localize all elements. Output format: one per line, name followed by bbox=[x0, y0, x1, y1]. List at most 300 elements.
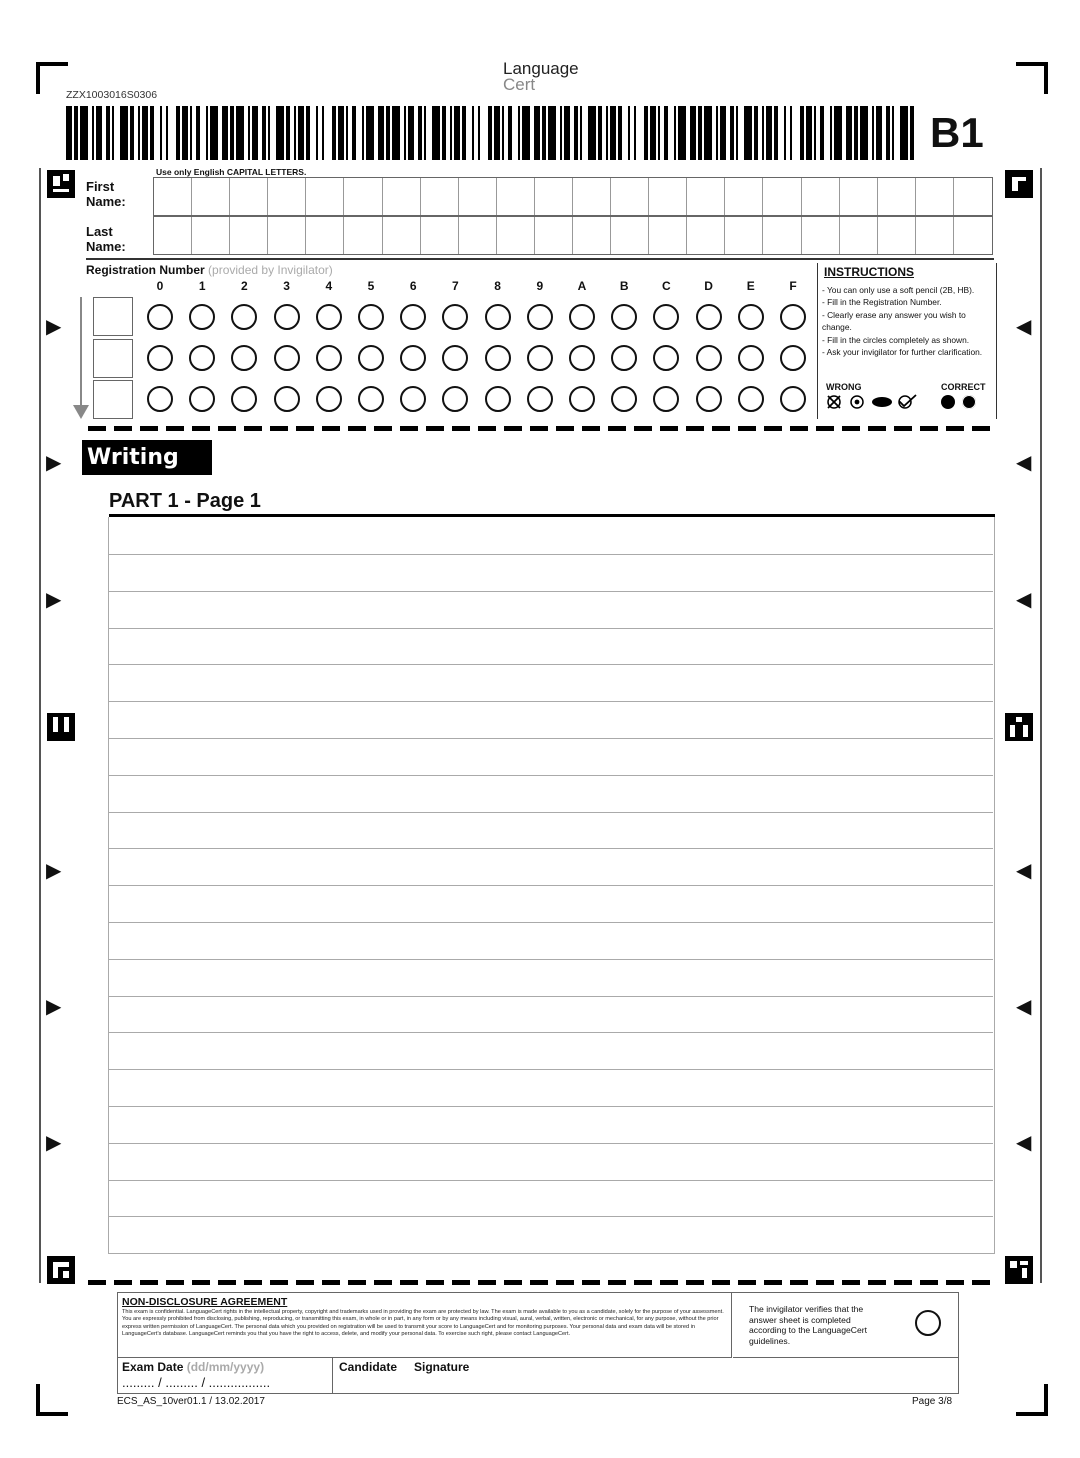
writing-line bbox=[109, 885, 993, 886]
invigilator-verify-bubble[interactable] bbox=[915, 1310, 941, 1336]
logo bbox=[503, 61, 579, 93]
registration-column-header: E bbox=[746, 279, 755, 293]
first-name-letter-box[interactable] bbox=[573, 178, 611, 215]
crop-mark-bottom-right bbox=[1016, 1384, 1048, 1416]
separator-dash bbox=[738, 1280, 756, 1285]
registration-column-header: A bbox=[577, 279, 587, 293]
barcode-bar bbox=[332, 106, 336, 160]
barcode-bar bbox=[96, 106, 102, 160]
exam-date-label: Exam Date bbox=[122, 1360, 184, 1374]
barcode-bar bbox=[346, 106, 348, 160]
registration-column-header: 0 bbox=[156, 279, 164, 293]
registration-digit-box-1[interactable] bbox=[93, 297, 133, 336]
barcode-bar bbox=[784, 106, 786, 160]
instruction-item: - Fill in the Registration Number. bbox=[822, 297, 942, 308]
barcode-bar bbox=[644, 106, 648, 160]
registration-bubble[interactable] bbox=[442, 386, 468, 412]
barcode-bar bbox=[494, 106, 500, 160]
registration-bubble[interactable] bbox=[316, 386, 342, 412]
separator-dash bbox=[946, 426, 964, 431]
first-name-letter-box[interactable] bbox=[268, 178, 306, 215]
barcode-bar bbox=[508, 106, 512, 160]
page-number: Page 3/8 bbox=[912, 1396, 953, 1407]
registration-hint: (provided by Invigilator) bbox=[208, 263, 333, 277]
separator-dash bbox=[374, 1280, 392, 1285]
separator-dash bbox=[400, 426, 418, 431]
barcode-bar bbox=[236, 106, 244, 160]
barcode-bar bbox=[418, 106, 422, 160]
registration-bubble[interactable] bbox=[400, 386, 426, 412]
barcode-bar bbox=[142, 106, 148, 160]
level-badge: B1 bbox=[930, 109, 984, 156]
barcode-bar bbox=[210, 106, 218, 160]
registration-bubble[interactable] bbox=[189, 345, 215, 371]
barcode-bar bbox=[322, 106, 324, 160]
alignment-marker-top-left bbox=[47, 170, 75, 198]
instruction-item: - Fill in the circles completely as shown. bbox=[822, 334, 970, 345]
separator-dash bbox=[738, 426, 756, 431]
first-name-letter-box[interactable] bbox=[611, 178, 649, 215]
separator-dash bbox=[608, 1280, 626, 1285]
first-name-letter-box[interactable] bbox=[383, 178, 421, 215]
barcode-bar bbox=[80, 106, 88, 160]
registration-bubble[interactable] bbox=[442, 304, 468, 330]
last-name-letter-box[interactable] bbox=[954, 217, 992, 254]
last-name-letter-box[interactable] bbox=[649, 217, 687, 254]
separator-dash bbox=[608, 426, 626, 431]
barcode-bar bbox=[478, 106, 480, 160]
separator-dash bbox=[660, 1280, 678, 1285]
last-name-letter-box[interactable] bbox=[459, 217, 497, 254]
registration-bubble[interactable] bbox=[485, 304, 511, 330]
alignment-marker-mid-right bbox=[1005, 713, 1033, 741]
last-name-letter-box[interactable] bbox=[383, 217, 421, 254]
registration-column-header: 4 bbox=[325, 279, 333, 293]
registration-column-header: 6 bbox=[409, 279, 417, 293]
registration-bubble[interactable] bbox=[231, 304, 257, 330]
separator-dash bbox=[634, 1280, 652, 1285]
separator-dash bbox=[868, 1280, 886, 1285]
instructions-panel bbox=[817, 263, 997, 419]
barcode-bar bbox=[130, 106, 134, 160]
writing-line bbox=[109, 812, 993, 813]
separator-dash bbox=[790, 1280, 808, 1285]
barcode-bar bbox=[574, 106, 578, 160]
last-name-letter-box[interactable] bbox=[802, 217, 840, 254]
registration-bubble[interactable] bbox=[358, 304, 384, 330]
separator-dash bbox=[400, 1280, 418, 1285]
registration-column-header: F bbox=[789, 279, 797, 293]
barcode-bar bbox=[442, 106, 446, 160]
barcode-bar bbox=[634, 106, 636, 160]
separator-dash bbox=[218, 426, 236, 431]
separator-dash bbox=[140, 1280, 158, 1285]
instruction-item: - Ask your invigilator for further clarification. bbox=[822, 347, 983, 358]
exam-date-cell[interactable] bbox=[118, 1358, 333, 1393]
separator-dash bbox=[764, 426, 782, 431]
registration-bubble[interactable] bbox=[780, 345, 806, 371]
separator-dash bbox=[426, 1280, 444, 1285]
first-name-letter-box[interactable] bbox=[230, 178, 268, 215]
writing-line bbox=[109, 591, 993, 592]
barcode-bar bbox=[698, 106, 702, 160]
last-name-letter-box[interactable] bbox=[573, 217, 611, 254]
last-name-letter-box[interactable] bbox=[687, 217, 725, 254]
registration-bubble[interactable] bbox=[231, 386, 257, 412]
barcode-bar bbox=[744, 106, 752, 160]
barcode-bar bbox=[166, 106, 168, 160]
barcode-bar bbox=[120, 106, 128, 160]
registration-bubble[interactable] bbox=[400, 345, 426, 371]
separator-dash bbox=[166, 426, 184, 431]
first-name-letter-box[interactable] bbox=[459, 178, 497, 215]
registration-bubble[interactable] bbox=[147, 304, 173, 330]
barcode-bar bbox=[834, 106, 842, 160]
registration-bubble[interactable] bbox=[696, 304, 722, 330]
separator-dash bbox=[114, 1280, 132, 1285]
barcode-bar bbox=[392, 106, 400, 160]
timing-arrow-left-6: ▶ bbox=[46, 1132, 62, 1154]
timing-arrow-right-4: ◀ bbox=[1016, 860, 1032, 882]
separator-dash bbox=[582, 426, 600, 431]
separator-dash bbox=[452, 1280, 470, 1285]
barcode-bar bbox=[678, 106, 686, 160]
separator-dash bbox=[114, 426, 132, 431]
first-name-letter-box[interactable] bbox=[878, 178, 916, 215]
writing-line bbox=[109, 1106, 993, 1107]
writing-line bbox=[109, 1032, 993, 1033]
correct-marks-icon bbox=[940, 394, 980, 410]
separator-dash bbox=[712, 1280, 730, 1285]
wrong-label: WRONG bbox=[826, 382, 862, 392]
registration-bubble[interactable] bbox=[611, 345, 637, 371]
writing-line bbox=[109, 996, 993, 997]
last-name-letter-box[interactable] bbox=[840, 217, 878, 254]
separator-dash bbox=[244, 1280, 262, 1285]
barcode-bar bbox=[206, 106, 208, 160]
barcode-bar bbox=[522, 106, 530, 160]
barcode-bar bbox=[306, 106, 310, 160]
writing-line bbox=[109, 628, 993, 629]
first-name-letter-box[interactable] bbox=[763, 178, 801, 215]
barcode-bar bbox=[766, 106, 772, 160]
separator-dash bbox=[218, 1280, 236, 1285]
registration-bubble[interactable] bbox=[485, 345, 511, 371]
instruction-item: - Clearly erase any answer you wish to change. bbox=[822, 309, 966, 333]
nda-title: NON-DISCLOSURE AGREEMENT bbox=[122, 1296, 288, 1308]
barcode-bar bbox=[762, 106, 764, 160]
crop-mark-bottom-left bbox=[36, 1384, 68, 1416]
nda-text: This exam is confidential. LanguageCert rights in the intellectual property, copyright and trademarks used in providing the exam are protected by law. The exam is made available to you as a candidate, solely for the purpose of your assessment. You are expressly prohibited from disclosing, publishing, reproducing, or transmitting this exam, in whole or in part, in any form or by any means including visual, aural, verbal, written, electronic or mechanical, for any purpose, without the prior express written permission of LanguageCert. The personal data which you provided on registration will be used to transmit your score to LanguageCert and for monitoring purposes. Your personal data and exam data will be stored in LanguageCert's database. LanguageCert reminds you that you have the right to access, delete, and modify your personal data. To exercise such right, please contact LanguageCert. bbox=[122, 1309, 724, 1338]
crop-mark-top-left bbox=[36, 62, 68, 94]
registration-column-header: 8 bbox=[494, 279, 501, 293]
barcode-bar bbox=[366, 106, 374, 160]
separator-dash bbox=[764, 1280, 782, 1285]
registration-digit-box-3[interactable] bbox=[93, 380, 133, 419]
barcode-bar bbox=[854, 106, 858, 160]
barcode-bar bbox=[488, 106, 492, 160]
timing-arrow-right-3: ◀ bbox=[1016, 589, 1032, 611]
barcode-bar bbox=[892, 106, 894, 160]
registration-bubble[interactable] bbox=[611, 386, 637, 412]
registration-bubble[interactable] bbox=[780, 386, 806, 412]
separator-dash bbox=[712, 426, 730, 431]
separator-dash bbox=[660, 426, 678, 431]
invigilator-cell bbox=[733, 1293, 958, 1358]
barcode-bar bbox=[872, 106, 874, 160]
barcode-bar bbox=[790, 106, 792, 160]
writing-line bbox=[109, 1180, 993, 1181]
barcode-bar bbox=[560, 106, 562, 160]
barcode-bar bbox=[112, 106, 114, 160]
registration-bubble[interactable] bbox=[569, 304, 595, 330]
barcode-bar bbox=[92, 106, 94, 160]
barcode-bar bbox=[252, 106, 258, 160]
barcode-bar bbox=[628, 106, 630, 160]
timing-arrow-left-3: ▶ bbox=[46, 589, 62, 611]
registration-bubble[interactable] bbox=[274, 304, 300, 330]
signature-label: Signature bbox=[414, 1360, 470, 1374]
barcode-bar bbox=[800, 106, 804, 160]
timing-arrow-left-2: ▶ bbox=[46, 452, 62, 474]
separator-dash bbox=[348, 1280, 366, 1285]
first-name-letter-box[interactable] bbox=[649, 178, 687, 215]
barcode bbox=[66, 106, 916, 160]
separator-dash bbox=[504, 426, 522, 431]
registration-bubble[interactable] bbox=[358, 386, 384, 412]
registration-bubble[interactable] bbox=[485, 386, 511, 412]
section-title-box bbox=[82, 440, 212, 475]
barcode-bar bbox=[338, 106, 344, 160]
first-name-letter-box[interactable] bbox=[840, 178, 878, 215]
alignment-marker-bottom-right bbox=[1005, 1256, 1033, 1284]
logo-line2: Cert bbox=[503, 75, 536, 94]
registration-column-header: 3 bbox=[283, 279, 290, 293]
separator-dash bbox=[478, 426, 496, 431]
last-name-letter-box[interactable] bbox=[763, 217, 801, 254]
registration-bubble[interactable] bbox=[316, 345, 342, 371]
barcode-bar bbox=[432, 106, 440, 160]
barcode-bar bbox=[548, 106, 556, 160]
registration-bubble[interactable] bbox=[231, 345, 257, 371]
barcode-bar bbox=[138, 106, 140, 160]
registration-digit-box-2[interactable] bbox=[93, 339, 133, 378]
first-name-letter-box[interactable] bbox=[687, 178, 725, 215]
separator-dash bbox=[556, 426, 574, 431]
registration-bubble[interactable] bbox=[147, 386, 173, 412]
writing-line bbox=[109, 959, 993, 960]
barcode-bar bbox=[316, 106, 318, 160]
first-name-letter-box[interactable] bbox=[192, 178, 230, 215]
sheet-code: ZZX1003016S0306 bbox=[66, 89, 158, 101]
last-name-letter-box[interactable] bbox=[268, 217, 306, 254]
registration-column-header: B bbox=[619, 279, 629, 293]
barcode-bar bbox=[542, 106, 546, 160]
separator-dash bbox=[816, 1280, 834, 1285]
first-name-letter-box[interactable] bbox=[916, 178, 954, 215]
writing-line bbox=[109, 701, 993, 702]
alignment-marker-mid-left bbox=[47, 713, 75, 741]
barcode-bar bbox=[424, 106, 426, 160]
barcode-bar bbox=[294, 106, 296, 160]
separator-dash bbox=[296, 426, 314, 431]
barcode-bar bbox=[664, 106, 668, 160]
registration-bubble[interactable] bbox=[400, 304, 426, 330]
registration-bubble[interactable] bbox=[696, 345, 722, 371]
last-name-letter-box[interactable] bbox=[535, 217, 573, 254]
registration-label: Registration Number bbox=[86, 263, 205, 277]
separator-dash bbox=[192, 426, 210, 431]
last-name-letter-box[interactable] bbox=[916, 217, 954, 254]
separator-dash bbox=[894, 1280, 912, 1285]
nda-text-cell bbox=[118, 1293, 732, 1358]
separator-dash bbox=[842, 1280, 860, 1285]
registration-bubble[interactable] bbox=[738, 304, 764, 330]
registration-bubble[interactable] bbox=[738, 386, 764, 412]
first-name-letter-box[interactable] bbox=[306, 178, 344, 215]
barcode-bar bbox=[606, 106, 608, 160]
exam-date-hint: (dd/mm/yyyy) bbox=[186, 1360, 265, 1374]
separator-dash bbox=[972, 426, 990, 431]
barcode-bar bbox=[286, 106, 290, 160]
last-name-letter-box[interactable] bbox=[497, 217, 535, 254]
separator-dash bbox=[946, 1280, 964, 1285]
first-name-boxes[interactable] bbox=[153, 177, 993, 216]
barcode-bar bbox=[502, 106, 504, 160]
first-name-letter-box[interactable] bbox=[725, 178, 763, 215]
barcode-bar bbox=[222, 106, 228, 160]
timing-arrow-right-5: ◀ bbox=[1016, 996, 1032, 1018]
timing-arrow-left-1: ▶ bbox=[46, 316, 62, 338]
first-name-letter-box[interactable] bbox=[535, 178, 573, 215]
registration-bubble[interactable] bbox=[653, 345, 679, 371]
barcode-bar bbox=[860, 106, 868, 160]
logo-line1: Language bbox=[503, 59, 579, 78]
separator-dash bbox=[686, 426, 704, 431]
registration-bubble[interactable] bbox=[189, 304, 215, 330]
last-name-letter-box[interactable] bbox=[878, 217, 916, 254]
barcode-bar bbox=[454, 106, 460, 160]
instructions-list bbox=[822, 284, 994, 358]
timing-arrow-left-5: ▶ bbox=[46, 996, 62, 1018]
registration-column-header: 9 bbox=[536, 279, 544, 293]
barcode-bar bbox=[846, 106, 852, 160]
registration-column-header: 7 bbox=[452, 279, 459, 293]
first-name-letter-box[interactable] bbox=[421, 178, 459, 215]
correct-label: CORRECT bbox=[941, 382, 986, 392]
barcode-bar bbox=[404, 106, 406, 160]
barcode-bar bbox=[230, 106, 234, 160]
section-title: Writing bbox=[87, 445, 179, 470]
wrong-marks-icon bbox=[826, 394, 918, 410]
separator-dash bbox=[322, 426, 340, 431]
barcode-bar bbox=[720, 106, 726, 160]
writing-line bbox=[109, 1069, 993, 1070]
barcode-bar bbox=[704, 106, 712, 160]
signature-cell[interactable] bbox=[334, 1358, 958, 1393]
last-name-letter-box[interactable] bbox=[306, 217, 344, 254]
last-name-letter-box[interactable] bbox=[192, 217, 230, 254]
last-name-boxes[interactable] bbox=[153, 216, 993, 255]
first-name-letter-box[interactable] bbox=[154, 178, 192, 215]
last-name-letter-box[interactable] bbox=[344, 217, 382, 254]
first-name-letter-box[interactable] bbox=[954, 178, 992, 215]
separator-dash bbox=[816, 426, 834, 431]
barcode-bar bbox=[268, 106, 270, 160]
registration-heading bbox=[86, 263, 333, 277]
registration-bubble[interactable] bbox=[696, 386, 722, 412]
separator-dash bbox=[920, 426, 938, 431]
separator-dash bbox=[192, 1280, 210, 1285]
registration-bubble[interactable] bbox=[527, 345, 553, 371]
registration-bubble[interactable] bbox=[189, 386, 215, 412]
registration-bubble[interactable] bbox=[147, 345, 173, 371]
registration-bubble[interactable] bbox=[527, 304, 553, 330]
registration-bubble[interactable] bbox=[442, 345, 468, 371]
barcode-bar bbox=[276, 106, 284, 160]
writing-line bbox=[109, 922, 993, 923]
barcode-bar bbox=[106, 106, 110, 160]
last-name-letter-box[interactable] bbox=[611, 217, 649, 254]
left-frame-line bbox=[39, 168, 41, 1283]
registration-bubble[interactable] bbox=[653, 304, 679, 330]
first-name-letter-box[interactable] bbox=[802, 178, 840, 215]
barcode-bar bbox=[74, 106, 78, 160]
barcode-bar bbox=[450, 106, 452, 160]
last-name-letter-box[interactable] bbox=[421, 217, 459, 254]
registration-bubble[interactable] bbox=[527, 386, 553, 412]
registration-bubble[interactable] bbox=[316, 304, 342, 330]
barcode-bar bbox=[658, 106, 660, 160]
separator-dash bbox=[140, 426, 158, 431]
barcode-bar bbox=[876, 106, 882, 160]
registration-column-header: 1 bbox=[198, 279, 206, 293]
barcode-bar bbox=[754, 106, 758, 160]
invigilator-text: The invigilator verifies that the answer sheet is completed according to the LanguageCert guidelines. bbox=[749, 1304, 868, 1346]
registration-column-header: D bbox=[704, 279, 713, 293]
registration-bubble[interactable] bbox=[611, 304, 637, 330]
barcode-bar bbox=[806, 106, 812, 160]
barcode-bar bbox=[690, 106, 696, 160]
registration-bubble[interactable] bbox=[358, 345, 384, 371]
registration-bubble[interactable] bbox=[274, 345, 300, 371]
registration-bubble[interactable] bbox=[569, 386, 595, 412]
writing-line bbox=[109, 775, 993, 776]
instructions-title: INSTRUCTIONS bbox=[824, 265, 914, 279]
barcode-bar bbox=[378, 106, 384, 160]
barcode-bar bbox=[900, 106, 908, 160]
registration-bubble[interactable] bbox=[274, 386, 300, 412]
last-name-letter-box[interactable] bbox=[230, 217, 268, 254]
first-name-letter-box[interactable] bbox=[497, 178, 535, 215]
first-name-letter-box[interactable] bbox=[344, 178, 382, 215]
first-name-label: First Name: bbox=[86, 179, 126, 209]
registration-bubble[interactable] bbox=[780, 304, 806, 330]
arrow-down-icon bbox=[80, 297, 82, 407]
last-name-letter-box[interactable] bbox=[154, 217, 192, 254]
instruction-item: - You can only use a soft pencil (2B, HB). bbox=[822, 285, 975, 295]
registration-bubble[interactable] bbox=[653, 386, 679, 412]
name-instruction: Use only English CAPITAL LETTERS. bbox=[156, 167, 307, 177]
barcode-bar bbox=[730, 106, 734, 160]
registration-bubble[interactable] bbox=[738, 345, 764, 371]
barcode-bar bbox=[580, 106, 582, 160]
registration-bubble[interactable] bbox=[569, 345, 595, 371]
separator-dash bbox=[868, 426, 886, 431]
writing-line bbox=[109, 848, 993, 849]
barcode-bar bbox=[774, 106, 778, 160]
last-name-letter-box[interactable] bbox=[725, 217, 763, 254]
